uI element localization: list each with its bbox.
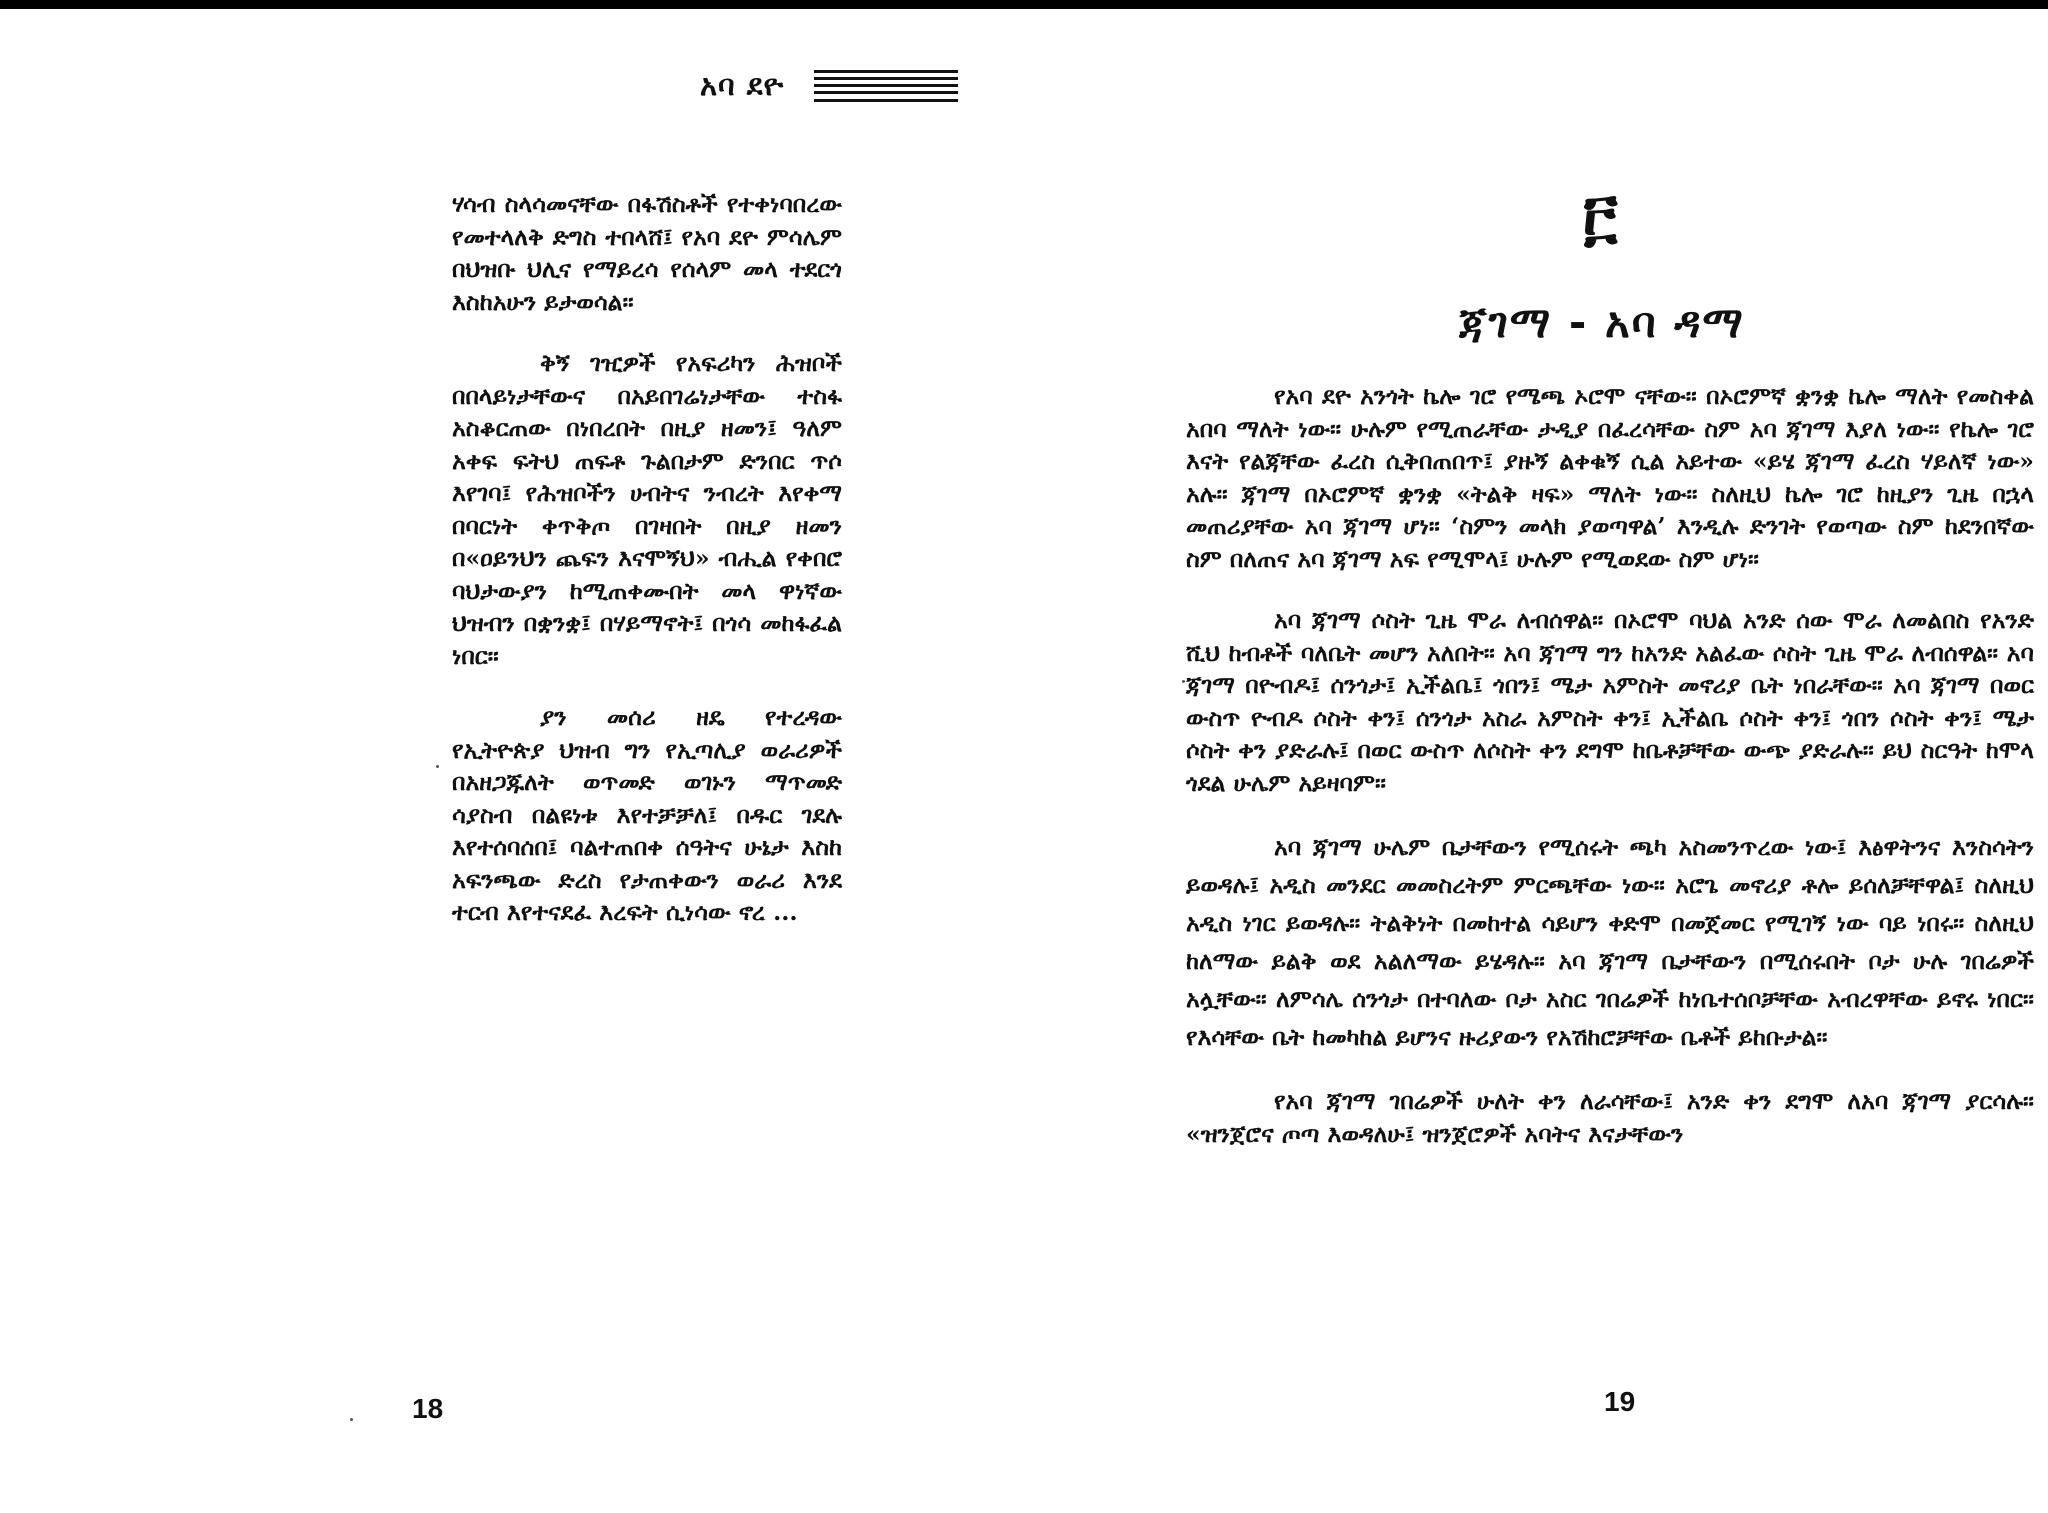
page-number-right: 19 — [1604, 1386, 1636, 1417]
scan-speck — [436, 765, 439, 768]
page-number-left: 18 — [412, 1393, 444, 1424]
right-paragraph-4: የአባ ጃገማ ገበሬዎች ሁለት ቀን ለራሳቸው፤ አንድ ቀን ደግሞ ለአባ ጃገማ ያርሳሉ። «ዝንጀሮና ጦጣ እወዳለሁ፤ ዝንጀሮዎች አባትና እናታቸውን — [1186, 1087, 2034, 1148]
chapter-title: ጃገማ - አባ ዳማ — [1459, 298, 1745, 347]
right-paragraph-1: የአባ ደዮ አንጎት ኬሎ ገሮ የሜጫ ኦሮሞ ናቸው። በኦሮምኛ ቋንቋ ኬሎ ማለት የመስቀል አበባ ማለት ነው። ሁሉም የሚጠራቸው ታዲያ በፈረሳቸው ስም አባ ጃገማ እያለ ነው። የኬሎ ገሮ እናት የልጃቸው ፈረስ ሲቅበጠበጥ፤ ያዙኝ ልቀቁኝ ሲል አይተው «ይሄ ጃገማ ፈረስ ሃይለኛ ነው» አሉ። ጃገማ በኦሮምኛ ቋንቋ «ትልቅ ዛፍ» ማለት ነው። ስለዚህ ኬሎ ገሮ ከዚያን ጊዜ በኋላ መጠሪያቸው አባ ጃገማ ሆነ። ‘ስምን መላክ ያወጣዋል’ እንዲሉ ድንገት የወጣው ስም ከደንበኛው ስም በለጠና አባ ጃገማ አፍ የሚሞላ፤ ሁሉም የሚወደው ስም ሆነ። — [1186, 382, 2034, 573]
running-head — [700, 68, 958, 103]
scan-speck — [350, 1418, 353, 1421]
running-head-title: አባ ደዮ — [700, 68, 785, 102]
left-paragraph-1: ሃሳብ ስላሳመናቸው በፋሽስቶች የተቀነባበረው የመተላለቅ ድግስ ተበላሸ፤ የአባ ደዮ ምሳሌም በህዝቡ ህሊና የማይረሳ የሰላም መላ ተደርጎ እስከአሁን ይታወሳል። — [452, 190, 842, 316]
scan-speck — [1182, 680, 1185, 683]
left-paragraph-2: ቅኝ ገዢዎች የአፍሪካን ሕዝቦች በበላይነታቸውና በአይበገሬነታቸው ተስፋ አስቆርጠው በነበረበት በዚያ ዘመን፤ ዓለም አቀፍ ፍትህ ጠፍቶ ጉልበታም ድንበር ጥሶ እየገባ፤ የሕዝቦችን ሀብትና ንብረት እየቀማ በባርነት ቀጥቅጦ በገዛበት በዚያ ዘመን በ«ዐይንህን ጨፍን እናሞኝህ» ብሒል የቀበሮ ባህታውያን ከሚጠቀሙበት መላ ዋነኛው ህዝብን በቋንቋ፤ በሃይማኖት፤ በጎሳ መከፋፈል ነበር። — [452, 349, 842, 670]
right-paragraph-2: አባ ጃገማ ሶስት ጊዜ ሞራ ለብሰዋል። በኦሮሞ ባህል አንድ ሰው ሞራ ለመልበስ የአንድ ሺህ ከብቶች ባለቤት መሆን አለበት። አባ ጃገማ ግን ከአንድ አልፈው ሶስት ጊዜ ሞራ ለብሰዋል። አባ ጃገማ በዮብዶ፤ ሰንጎታ፤ ኢችልቤ፤ ጎበን፤ ሜታ አምስት መኖሪያ ቤት ነበራቸው። አባ ጃገማ በወር ውስጥ ዮብዶ ሶስት ቀን፤ ሰንጎታ አስራ አምስት ቀን፤ ኢችልቤ ሶስት ቀን፤ ጎበን ሶስት ቀን፤ ሜታ ሶስት ቀን ያድራሉ፤ በወር ውስጥ ለሶስት ቀን ደግሞ ከቤቶቻቸው ውጭ ያድራሉ። ይህ ስርዓት ከሞላ ጎደል ሁሌም አይዛባም። — [1186, 606, 2034, 797]
right-page — [1024, 0, 2048, 1513]
right-text-column — [1186, 380, 2034, 1179]
left-text-column — [452, 188, 842, 958]
left-paragraph-3: ያን መሰሪ ዘዴ የተረዳው የኢትዮጵያ ህዝብ ግን የኢጣሊያ ወራሪዎች በአዘጋጁለት ወጥመድ ወገኑን ማጥመድ ሳያስብ በልዩነቱ እየተቻቻለ፤ በዱር ገደሉ እየተሰባሰበ፤ ባልተጠበቀ ሰዓትና ሁኔታ እስከ አፍንጫው ድረስ የታጠቀውን ወራሪ እንደ ተርብ እየተናደፈ እረፍት ሲነሳው ኖረ ... — [452, 703, 842, 926]
right-paragraph-3: አባ ጃገማ ሁሌም ቤታቸውን የሚሰሩት ጫካ አስመንጥረው ነው፤ እፅዋትንና እንስሳትን ይወዳሉ፤ አዲስ መንደር መመስረትም ምርጫቸው ነው። አሮጌ መኖሪያ ቶሎ ይሰለቻቸዋል፤ ስለዚህ አዲስ ነገር ይወዳሉ። ትልቅነት በመከተል ሳይሆን ቀድሞ በመጀመር የሚገኝ ነው ባይ ነበሩ። ስለዚህ ከለማው ይልቅ ወደ አልለማው ይሄዳሉ። አባ ጃገማ ቤታቸውን በሚሰሩበት ቦታ ሁሉ ገበሬዎች አሏቸው። ለምሳሌ ሰንጎታ በተባለው ቦታ አስር ገበሬዎች ከነቤተሰቦቻቸው አብረዋቸው ይኖሩ ነበር። የእሳቸው ቤት ከመካከል ይሆንና ዙሪያውን የአሽከሮቻቸው ቤቶች ይከቡታል። — [1186, 833, 2034, 1051]
running-head-rule — [814, 70, 958, 102]
chapter-number: ፫ — [1583, 180, 1618, 253]
